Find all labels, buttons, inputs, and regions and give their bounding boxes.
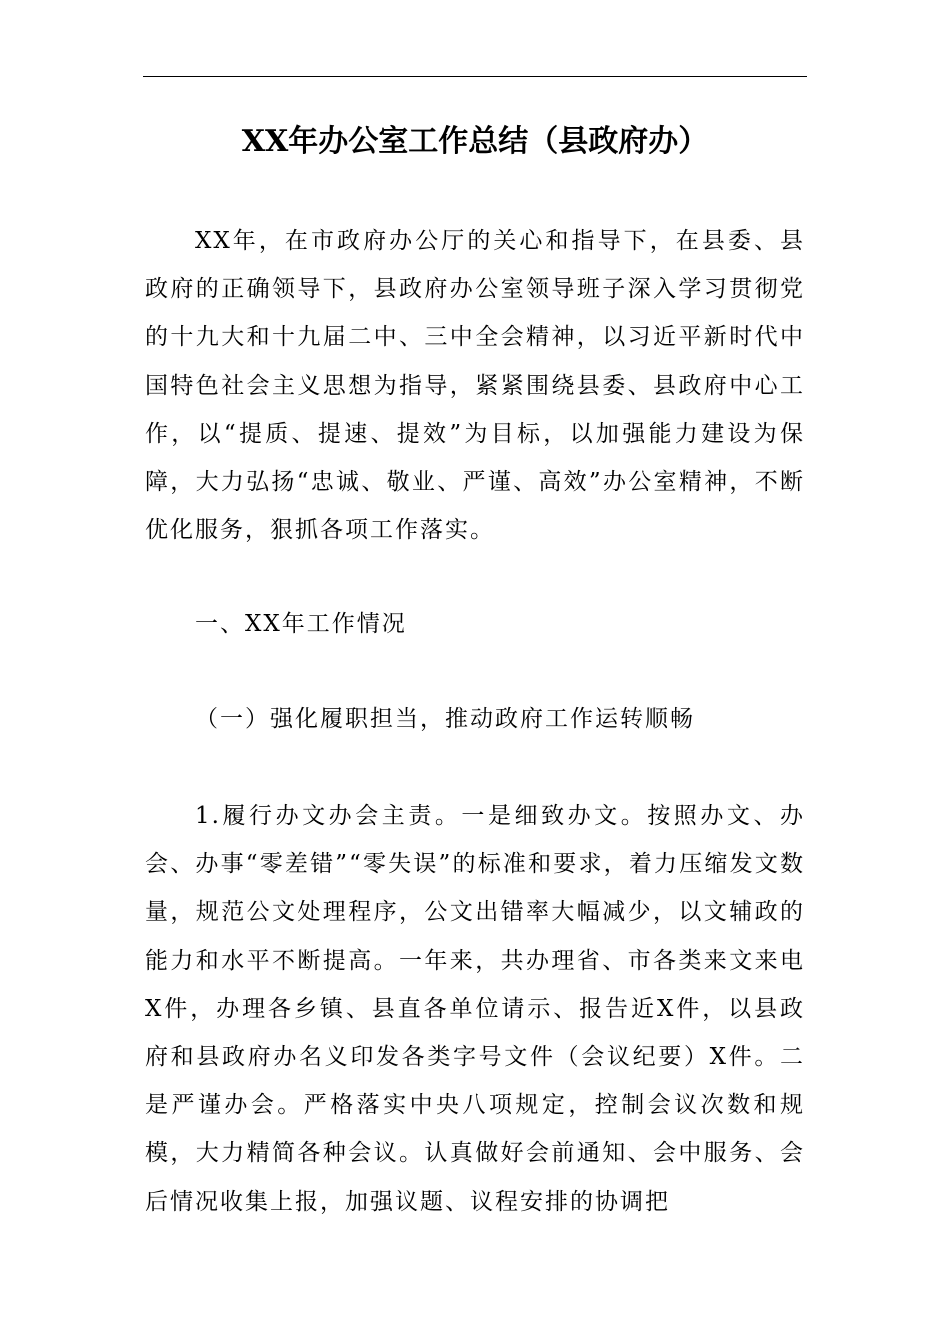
document-title: XX年办公室工作总结（县政府办） [241, 124, 709, 159]
item-paragraph: 1.履行办文办会主责。一是细致办文。按照办文、办会、办事“零差错”“零失误”的标准和要求，着力压缩发文数量，规范公文处理程序，公文出错率大幅减少，以文辅政的能力和水平不断提高。一年来，共办理省、市各类来文来电X件，办理各乡镇、县直各单位请示、报告近X件，以县政府和县政府办名义印发各类字号文件（会议纪要）X件。二是严谨办会。严格落实中央八项规定，控制会议次数和规模，大力精简各种会议。认真做好会前通知、会中服务、会后情况收集上报，加强议题、议程安排的协调把 [145, 803, 805, 1215]
section-heading: 一、XX年工作情况 [195, 611, 407, 637]
header-rule [143, 76, 807, 77]
subsection-heading: （一）强化履职担当，推动政府工作运转顺畅 [195, 706, 695, 732]
intro-paragraph: XX年，在市政府办公厅的关心和指导下，在县委、县政府的正确领导下，县政府办公室领导班子深入学习贯彻党的十九大和十九届二中、三中全会精神，以习近平新时代中国特色社会主义思想为指导，紧紧围绕县委、县政府中心工作，以“提质、提速、提效”为目标，以加强能力建设为保障，大力弘扬“忠诚、敬业、严谨、高效”办公室精神，不断优化服务，狠抓各项工作落实。 [145, 228, 805, 544]
